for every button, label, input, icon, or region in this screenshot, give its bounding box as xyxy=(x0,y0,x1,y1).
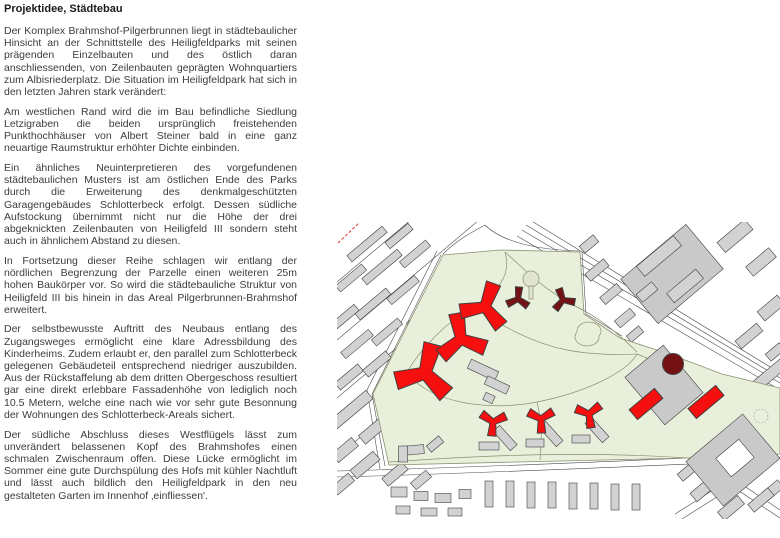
site-plan-svg xyxy=(337,222,780,519)
paragraph: Der selbstbewusste Auftritt des Neubaus entlang des Zugangsweges ermöglicht eine klare Adressbildung des Kinderheims. Zudem erlaubt er, den parallel zum Schlotterbeck gelegenen Gebäudeteil entsprechend niedriger auszubilden. Aus der Rückstaffelung ab dem dritten Obergeschoss resultiert gar eine direkt erlebbare Fassadenhöhe von lediglich noch 10.5 Metern, welche eine nach wie vor sehr gute Besonnung der Wohnungen des Schlotterbeck-Areals sichert. xyxy=(4,323,297,421)
paragraph: Der Komplex Brahmshof-Pilgerbrunnen liegt in städtebaulicher Hinsicht an der Schnittstelle des Heiligfeldparks mit seinen prägenden Einzelbauten und des östlich daran anschliessenden, von Zeilenbauten geprägten Wohnquartiers zum Albisriederplatz. Die Situation im Heiligfeldpark hat sich in den letzten Jahren stark verändert: xyxy=(4,25,297,99)
article-body xyxy=(4,25,297,502)
paragraph: Ein ähnliches Neuinterpretieren des vorgefundenen städtebaulichen Musters ist am östlichen Ende des Parks durch die Erweiterung des denkmalgeschützten Garagengebäudes Schlotterbeck erfolgt. Dessen südliche Aufstockung übernimmt nicht nur die Höhe der drei abgeknickten Zeilenbauten von Heiligfeld III sondern steht auch in ähnlichem Abstand zu diesen. xyxy=(4,162,297,248)
page-title: Projektidee, Städtebau xyxy=(4,3,123,15)
site-plan-map xyxy=(337,222,780,519)
round-tower-dark xyxy=(663,354,684,375)
paragraph: In Fortsetzung dieser Reihe schlagen wir entlang der nördlichen Begrenzung der Parzelle einen weiteren 25m hohen Baukörper vor. So wird die städtebauliche Struktur von Heiligfeld III bis hinein in das Areal Pilgerbrunnen-Brahmshof erweitert. xyxy=(4,254,297,316)
paragraph: Am westlichen Rand wird die im Bau befindliche Siedlung Letzigraben die beiden ursprünglich freistehenden Punkthochhäuser von Albert Steiner bald in eine ganz neuartige Raumstruktur erhöhter Dichte einbinden. xyxy=(4,105,297,155)
text-column xyxy=(4,3,297,509)
paragraph: Der südliche Abschluss dieses Westflügels lässt zum unverändert belassenen Kopf des Brahmshofes einen schmalen Zwischenraum offen. Diese Lücke ermöglicht im Sommer eine gute Durchspülung des Hofs mit kühler Nachtluft und lässt auch bildlich den Heiligfeldpark in den neu gestalteten Garten im Innenhof ‚einfliessen'. xyxy=(4,428,297,502)
